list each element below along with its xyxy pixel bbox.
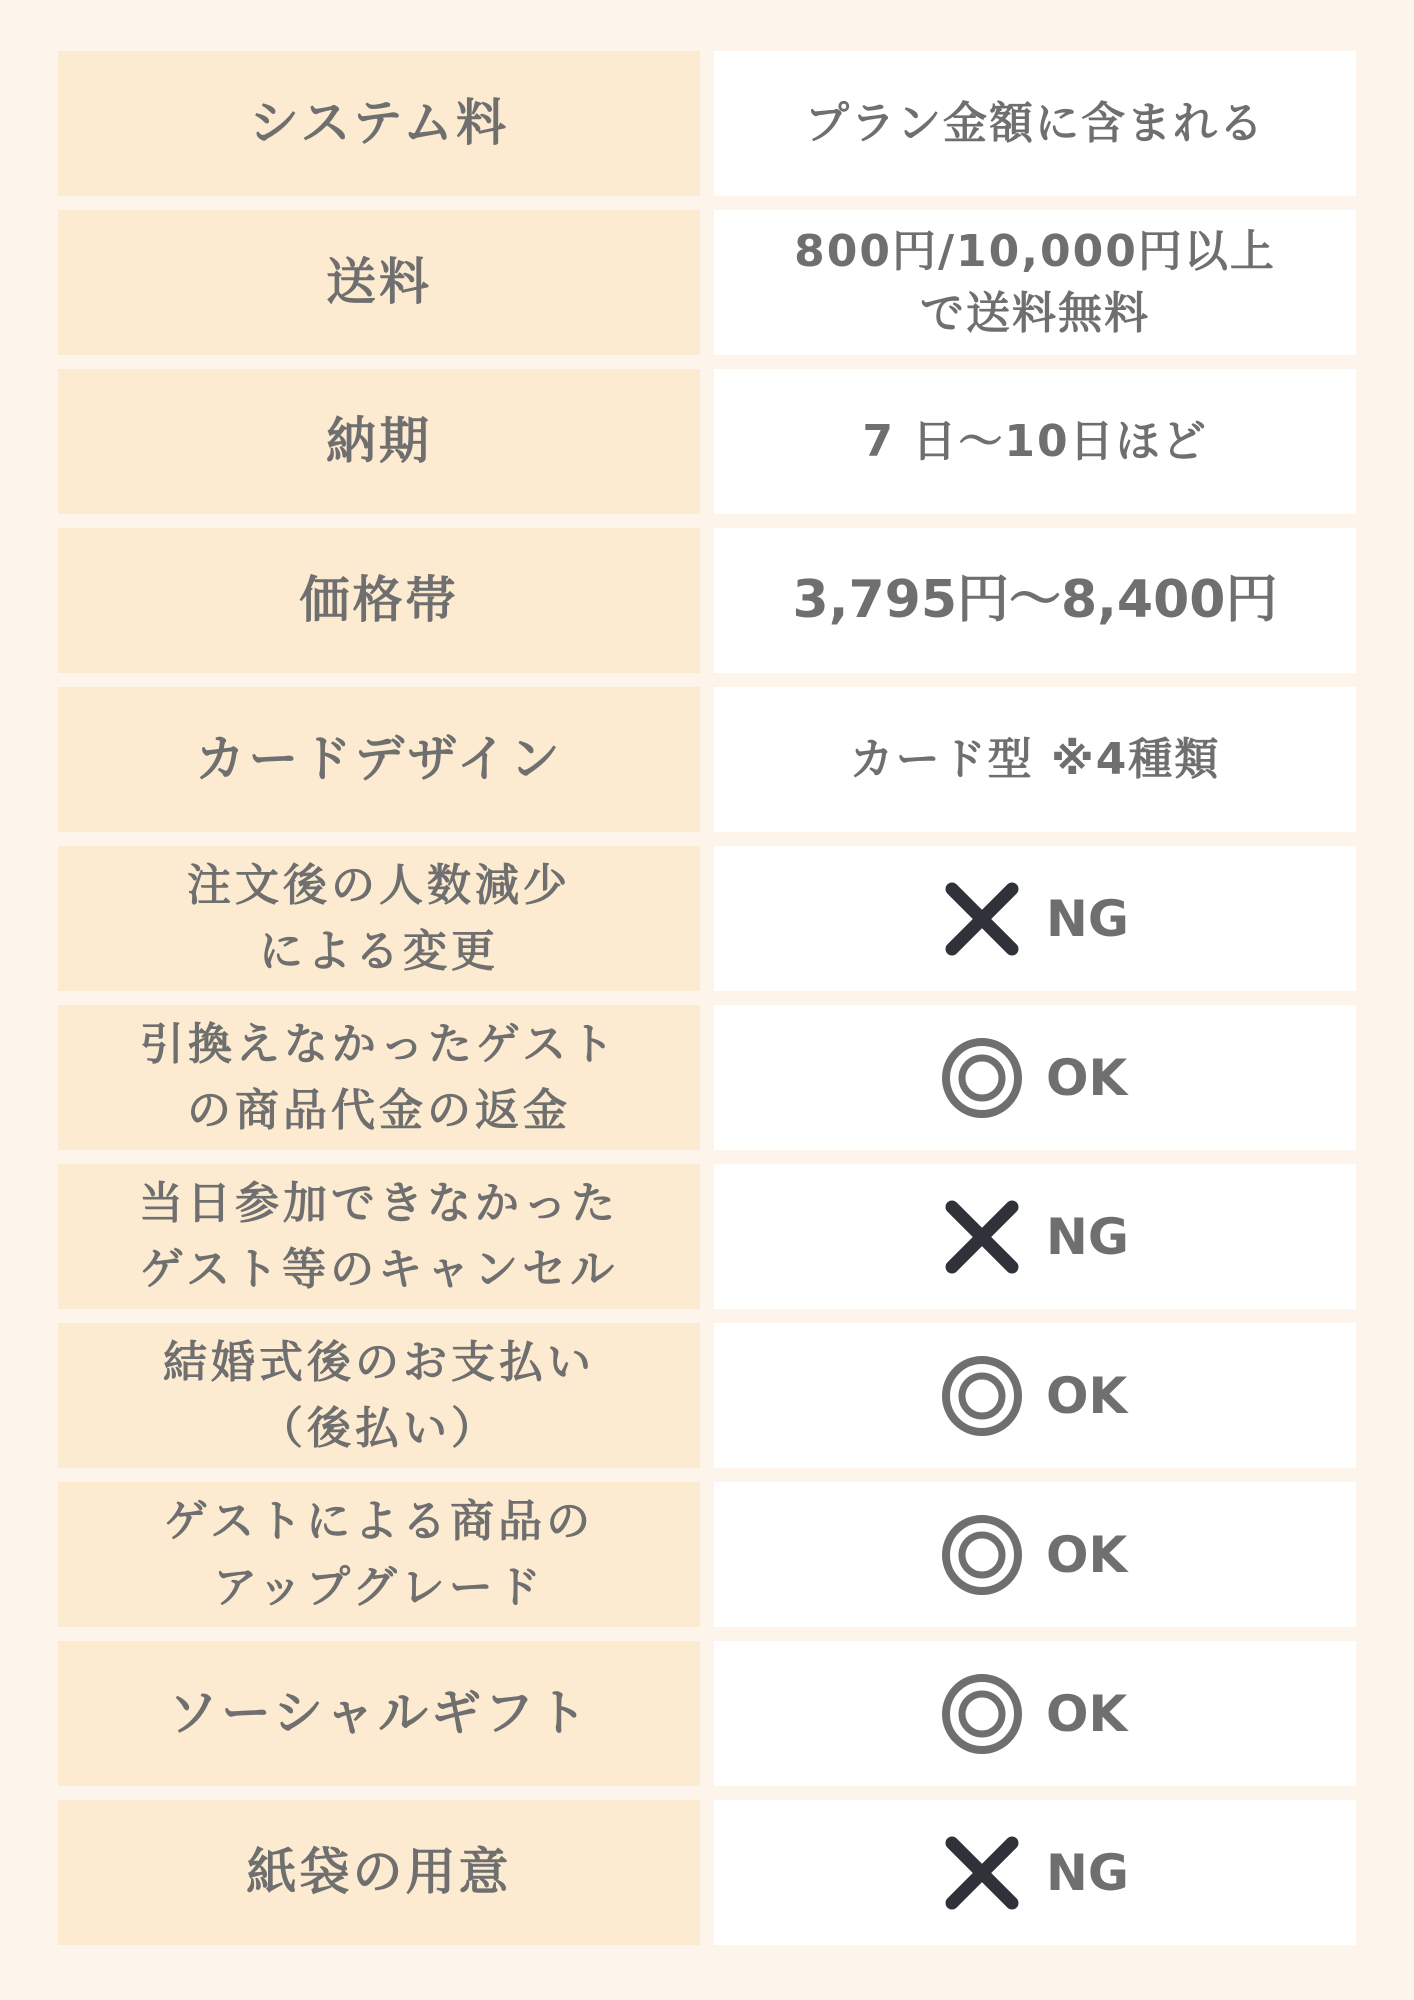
row-value-cell (714, 369, 1356, 514)
row-label-cell (58, 210, 700, 355)
row-label-cell (58, 687, 700, 832)
table-row (58, 51, 1356, 196)
row-value-line: 3,795円〜8,400円 (792, 570, 1278, 631)
row-value (794, 221, 1276, 344)
row-label-cell (58, 1800, 700, 1945)
row-label-cell (58, 51, 700, 196)
row-label-line: システム料 (249, 94, 509, 152)
row-label (164, 1489, 594, 1621)
status-mark (940, 1513, 1130, 1597)
row-label-cell (58, 1323, 700, 1468)
row-label-cell (58, 1164, 700, 1309)
row-label (139, 1171, 619, 1303)
row-label-line: ゲストによる商品の (163, 1495, 595, 1547)
row-value-cell (714, 1323, 1356, 1468)
cross-icon (940, 1195, 1024, 1279)
row-value-line: で送料無料 (920, 287, 1150, 339)
double-circle-icon (940, 1036, 1024, 1120)
status-text: OK (1046, 1048, 1128, 1107)
row-value-cell (714, 210, 1356, 355)
table-row (58, 1482, 1356, 1627)
row-label-line: アップグレード (213, 1561, 545, 1613)
cross-icon (940, 1831, 1024, 1915)
row-label (326, 409, 432, 474)
status-text: NG (1046, 889, 1129, 948)
table-row (58, 528, 1356, 673)
row-value-line: カード型 ※4種類 (849, 733, 1221, 785)
row-label-line: （後払い） (259, 1402, 499, 1454)
row-value (793, 564, 1278, 637)
row-label (140, 1012, 618, 1144)
row-label (187, 853, 571, 985)
table-row (58, 1005, 1356, 1150)
row-label-line: 紙袋の用意 (246, 1843, 512, 1901)
row-value-line: 7 日〜10日ほど (862, 415, 1208, 467)
status-mark (940, 1831, 1130, 1915)
table-row (58, 1323, 1356, 1468)
table-row (58, 210, 1356, 355)
table-row (58, 1641, 1356, 1786)
double-circle-icon (940, 1354, 1024, 1438)
row-label-line: 送料 (326, 253, 432, 311)
cross-icon (940, 877, 1024, 961)
status-mark (940, 1036, 1130, 1120)
status-text: NG (1046, 1207, 1129, 1266)
status-text: OK (1046, 1684, 1128, 1743)
row-value-line: 800円/10,000円以上 (794, 225, 1276, 277)
table-row (58, 687, 1356, 832)
status-mark (940, 1195, 1130, 1279)
row-label (247, 1840, 512, 1905)
row-value-line: プラン金額に含まれる (805, 97, 1265, 149)
row-label-line: による変更 (259, 925, 499, 977)
row-label (249, 91, 509, 156)
row-label-cell (58, 528, 700, 673)
row-label-cell (58, 369, 700, 514)
status-text: NG (1046, 1843, 1129, 1902)
row-label-line: カードデザイン (195, 730, 563, 788)
status-text: OK (1046, 1366, 1128, 1425)
row-label-line: の商品代金の返金 (187, 1084, 571, 1136)
row-value-cell (714, 1482, 1356, 1627)
table-row (58, 1164, 1356, 1309)
comparison-table (58, 51, 1356, 1945)
row-label (326, 250, 432, 315)
double-circle-icon (940, 1672, 1024, 1756)
row-label-line: ゲスト等のキャンセル (139, 1243, 619, 1295)
table-row (58, 369, 1356, 514)
row-value-cell (714, 51, 1356, 196)
row-label-line: 納期 (326, 412, 432, 470)
row-label-line: 価格帯 (299, 571, 459, 629)
row-value-cell (714, 1164, 1356, 1309)
row-label (300, 568, 459, 633)
table-row (58, 846, 1356, 991)
row-label-line: ソーシャルギフト (168, 1684, 590, 1742)
row-value (862, 411, 1207, 473)
double-circle-icon (940, 1513, 1024, 1597)
row-value (805, 93, 1265, 155)
row-value (850, 729, 1221, 791)
row-label (163, 1330, 595, 1462)
row-value-cell (714, 687, 1356, 832)
row-label-cell (58, 846, 700, 991)
row-label-line: 当日参加できなかった (139, 1177, 619, 1229)
row-label-cell (58, 1482, 700, 1627)
row-value-cell (714, 846, 1356, 991)
row-value-cell (714, 528, 1356, 673)
status-mark (940, 877, 1130, 961)
row-label-line: 注文後の人数減少 (187, 859, 571, 911)
status-mark (940, 1672, 1130, 1756)
row-label-cell (58, 1005, 700, 1150)
row-label-line: 引換えなかったゲスト (139, 1018, 619, 1070)
table-row (58, 1800, 1356, 1945)
row-value-cell (714, 1800, 1356, 1945)
status-mark (940, 1354, 1130, 1438)
row-label (168, 1681, 590, 1746)
row-value-cell (714, 1641, 1356, 1786)
row-label (195, 727, 563, 792)
row-label-line: 結婚式後のお支払い (163, 1336, 595, 1388)
status-text: OK (1046, 1525, 1128, 1584)
row-value-cell (714, 1005, 1356, 1150)
row-label-cell (58, 1641, 700, 1786)
